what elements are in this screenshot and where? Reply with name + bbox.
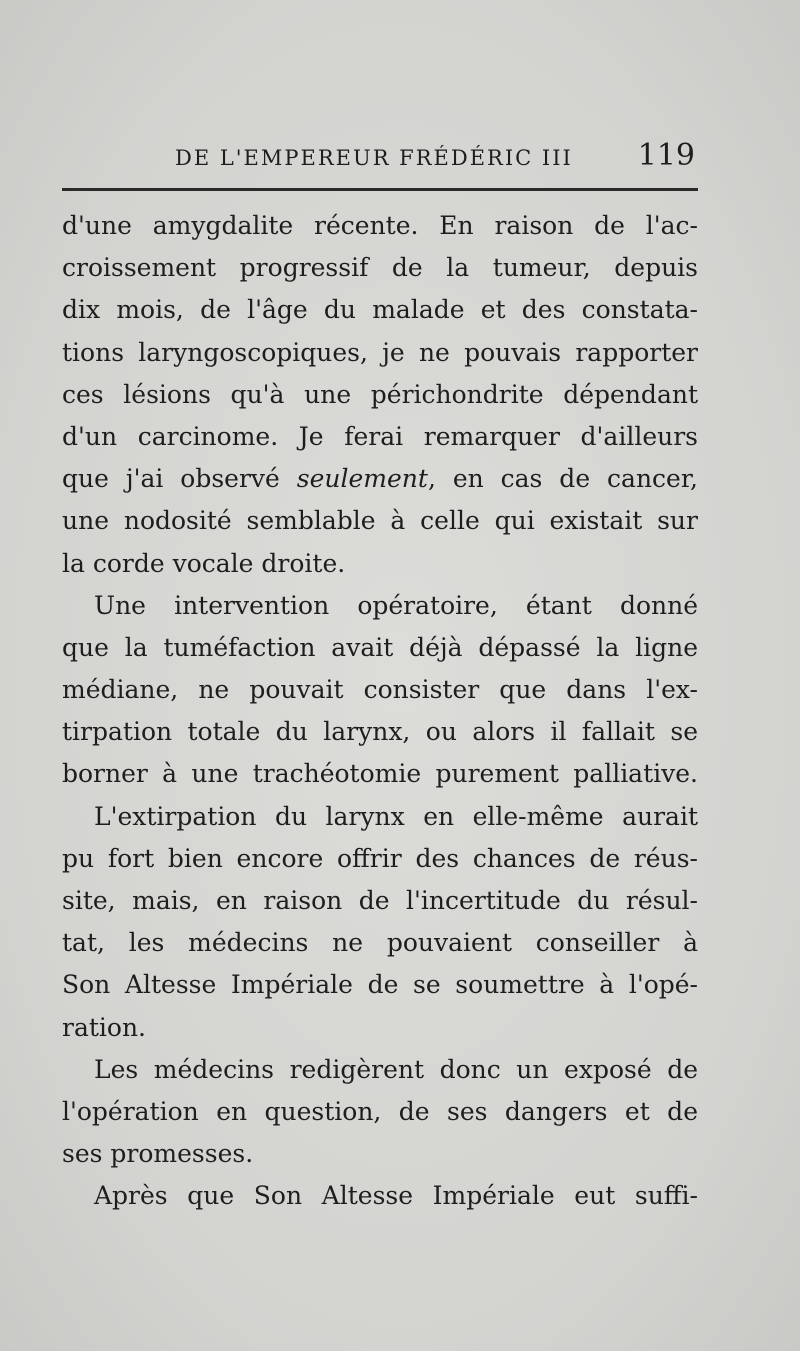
text-line: d'un carcinome. Je ferai remarquer d'ailleurs <box>62 421 698 451</box>
text-line-with-emphasis <box>62 458 698 500</box>
header-rule <box>62 188 698 191</box>
text-line: la corde vocale droite. <box>62 548 346 578</box>
text-line: ses promesses. <box>62 1139 254 1169</box>
running-title: DE L'EMPEREUR FRÉDÉRIC III <box>175 146 573 170</box>
text-line: tat, les médecins ne pouvaient conseiller à <box>62 928 698 958</box>
text-line-indented: Après que Son Altesse Impériale eut suffi- <box>94 1181 698 1211</box>
running-head <box>175 138 695 178</box>
text-line: ration. <box>62 1012 146 1042</box>
text-segment: que j'ai observé <box>62 464 297 494</box>
page-number: 119 <box>637 138 695 173</box>
text-line: Son Altesse Impériale de se soumettre à l'opé- <box>62 970 698 1000</box>
text-line: dix mois, de l'âge du malade et des constata- <box>62 295 698 325</box>
text-line: ces lésions qu'à une périchondrite dépendant <box>62 379 698 409</box>
text-line: borner à une trachéotomie purement palliative. <box>62 759 698 789</box>
text-line: une nodosité semblable à celle qui existait sur <box>62 506 698 536</box>
text-line: site, mais, en raison de l'incertitude du résul- <box>62 886 698 915</box>
text-line: l'opération en question, de ses dangers et de <box>62 1096 698 1126</box>
text-line-indented: Les médecins redigèrent donc un exposé de <box>94 1054 698 1084</box>
text-line: tirpation totale du larynx, ou alors il fallait se <box>62 717 698 747</box>
text-line: d'une amygdalite récente. En raison de l'ac- <box>62 211 698 240</box>
text-line-indented: L'extirpation du larynx en elle-même aurait <box>94 801 698 831</box>
text-line: médiane, ne pouvait consister que dans l'ex- <box>62 675 698 705</box>
text-segment: , en cas de cancer, <box>427 464 698 494</box>
text-line: que la tuméfaction avait déjà dépassé la ligne <box>62 632 698 662</box>
text-line: tions laryngoscopiques, je ne pouvais rapporter <box>62 337 698 367</box>
text-line: croissement progressif de la tumeur, depuis <box>62 253 698 283</box>
emphasis-seulement: seulement <box>296 464 428 494</box>
body-text <box>62 205 698 1218</box>
text-line-indented: Une intervention opératoire, étant donné <box>94 590 698 620</box>
text-line: pu fort bien encore offrir des chances de réus- <box>62 843 698 873</box>
